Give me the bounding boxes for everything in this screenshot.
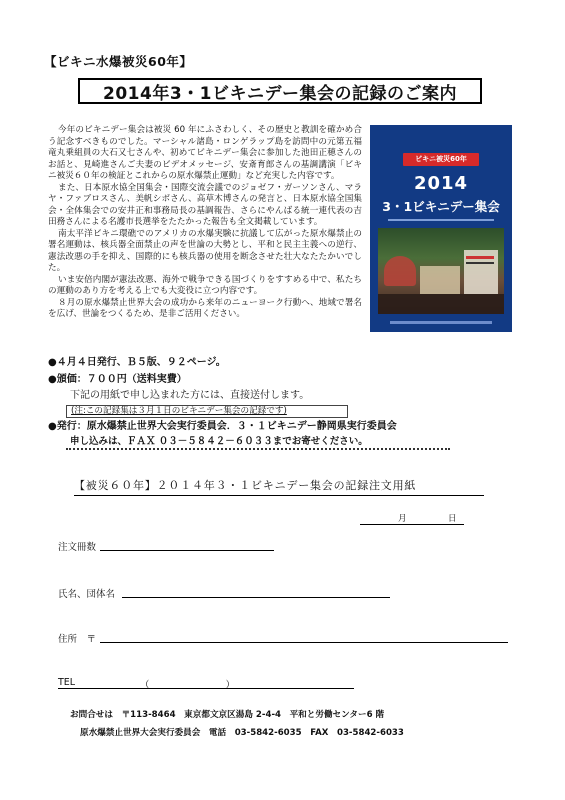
body-text [48,125,362,321]
cut-line [66,448,450,450]
series-tag: 【ビキニ水爆被災60年】 [44,54,193,69]
page-title: 2014年3・1ビキニデー集会の記録のご案内 [78,78,482,104]
name-field[interactable] [122,597,390,598]
cover-badge: ビキニ被災60年 [403,153,479,166]
date-field[interactable] [360,512,464,525]
body-paragraph: 南太平洋ビキニ環礁でのアメリカの水爆実験に抗議して広がった原水爆禁止の署名運動は、核兵器全面禁止の声を世論の大勢とし、平和と民主主義への逆行、憲法改悪の手を抑え、国際的にも核兵器の使用を断念させた壮大なたたかいでした。 [48,228,362,273]
note-text: (注:この記録集は３月１日のビキニデー集会の記録です) [71,406,287,416]
tel-field[interactable] [58,688,354,689]
publisher-info: ●発行：原水爆禁止世界大会実行委員会．３・１ビキニデー静岡県実行委員会 [48,421,397,432]
tel-label: TEL [58,677,76,688]
month-label: 月 [398,514,407,524]
body-paragraph: 今年のビキニデー集会は被災 60 年にふさわしく、その歴史と教訓を確かめ合う記念すべきものでした。マーシャル諸島・ロンゲラップ島を訪問中の元第五福竜丸乗組員の大石又七さんや、初めてビキニデー集会に参加した池田正穂さんのお話と、見崎進さんご夫妻のビデオメッセージ、安斎育郎さんの基調講演「ビキニ被災６０年の検証とこれからの原水爆禁止運動」など充実した内容です。 [48,125,362,181]
body-paragraph: いま安倍内閣が憲法改悪、海外で戦争できる国づくりをすすめる中で、私たちの運動のあり方を考える上でも大変役に立つ内容です。 [48,274,362,296]
cover-title: 3・1ビキニデー集会 [382,199,500,214]
contact-address: お問合せは 〒113-8464 東京都文京区湯島 2-4-4 平和と労働センター6 階 [70,710,385,720]
apply-info: 申し込みは、ＦＡＸ ０３－５８４２－６０３３までお寄せください。 [70,436,368,447]
tel-parentheses: （ ） [140,680,236,691]
cover-photo [378,228,504,314]
price-note: 下記の用紙で申し込まれた方には、直接送付します。 [70,390,310,401]
body-paragraph: また、日本原水協全国集会・国際交流会議でのジョゼフ・ガーソンさん、マラヤ・ファブロスさん、美帆シボさん、高草木博さんの発言と、日本原水協全国集会・全体集会での安井正和事務局長の基調報告、さらにやんばる統一連代表の吉田務さんによる名護市長選挙をたたかった報告も全文掲載しています。 [48,182,362,227]
cover-year: 2014 [413,173,469,194]
book-cover-image [370,125,512,332]
contact-phone: 原水爆禁止世界大会実行委員会 電話 03-5842-6035 FAX 03-5842-6033 [80,728,404,738]
price-info: ●頒価：７００円（送料実費） [48,374,187,385]
quantity-label: 注文冊数 [58,542,97,553]
issue-info: ●４月４日発行、Ｂ５版、９２ページ。 [48,357,226,368]
name-label: 氏名、団体名 [58,589,116,600]
cover-divider [388,219,494,221]
quantity-field[interactable] [100,550,274,551]
address-field[interactable] [100,642,508,643]
order-form-heading: 【被災６０年】２０１４年３・１ビキニデー集会の記録注文用紙 [74,477,484,496]
cover-footer-bar [390,321,492,324]
note-box [66,405,348,418]
body-paragraph: ８月の原水爆禁止世界大会の成功から来年のニューヨーク行動へ、地域で署名を広げ、世論をつくるため、是非ご活用ください。 [48,297,362,319]
day-label: 日 [448,514,457,524]
address-label: 住所 〒 [58,634,97,645]
